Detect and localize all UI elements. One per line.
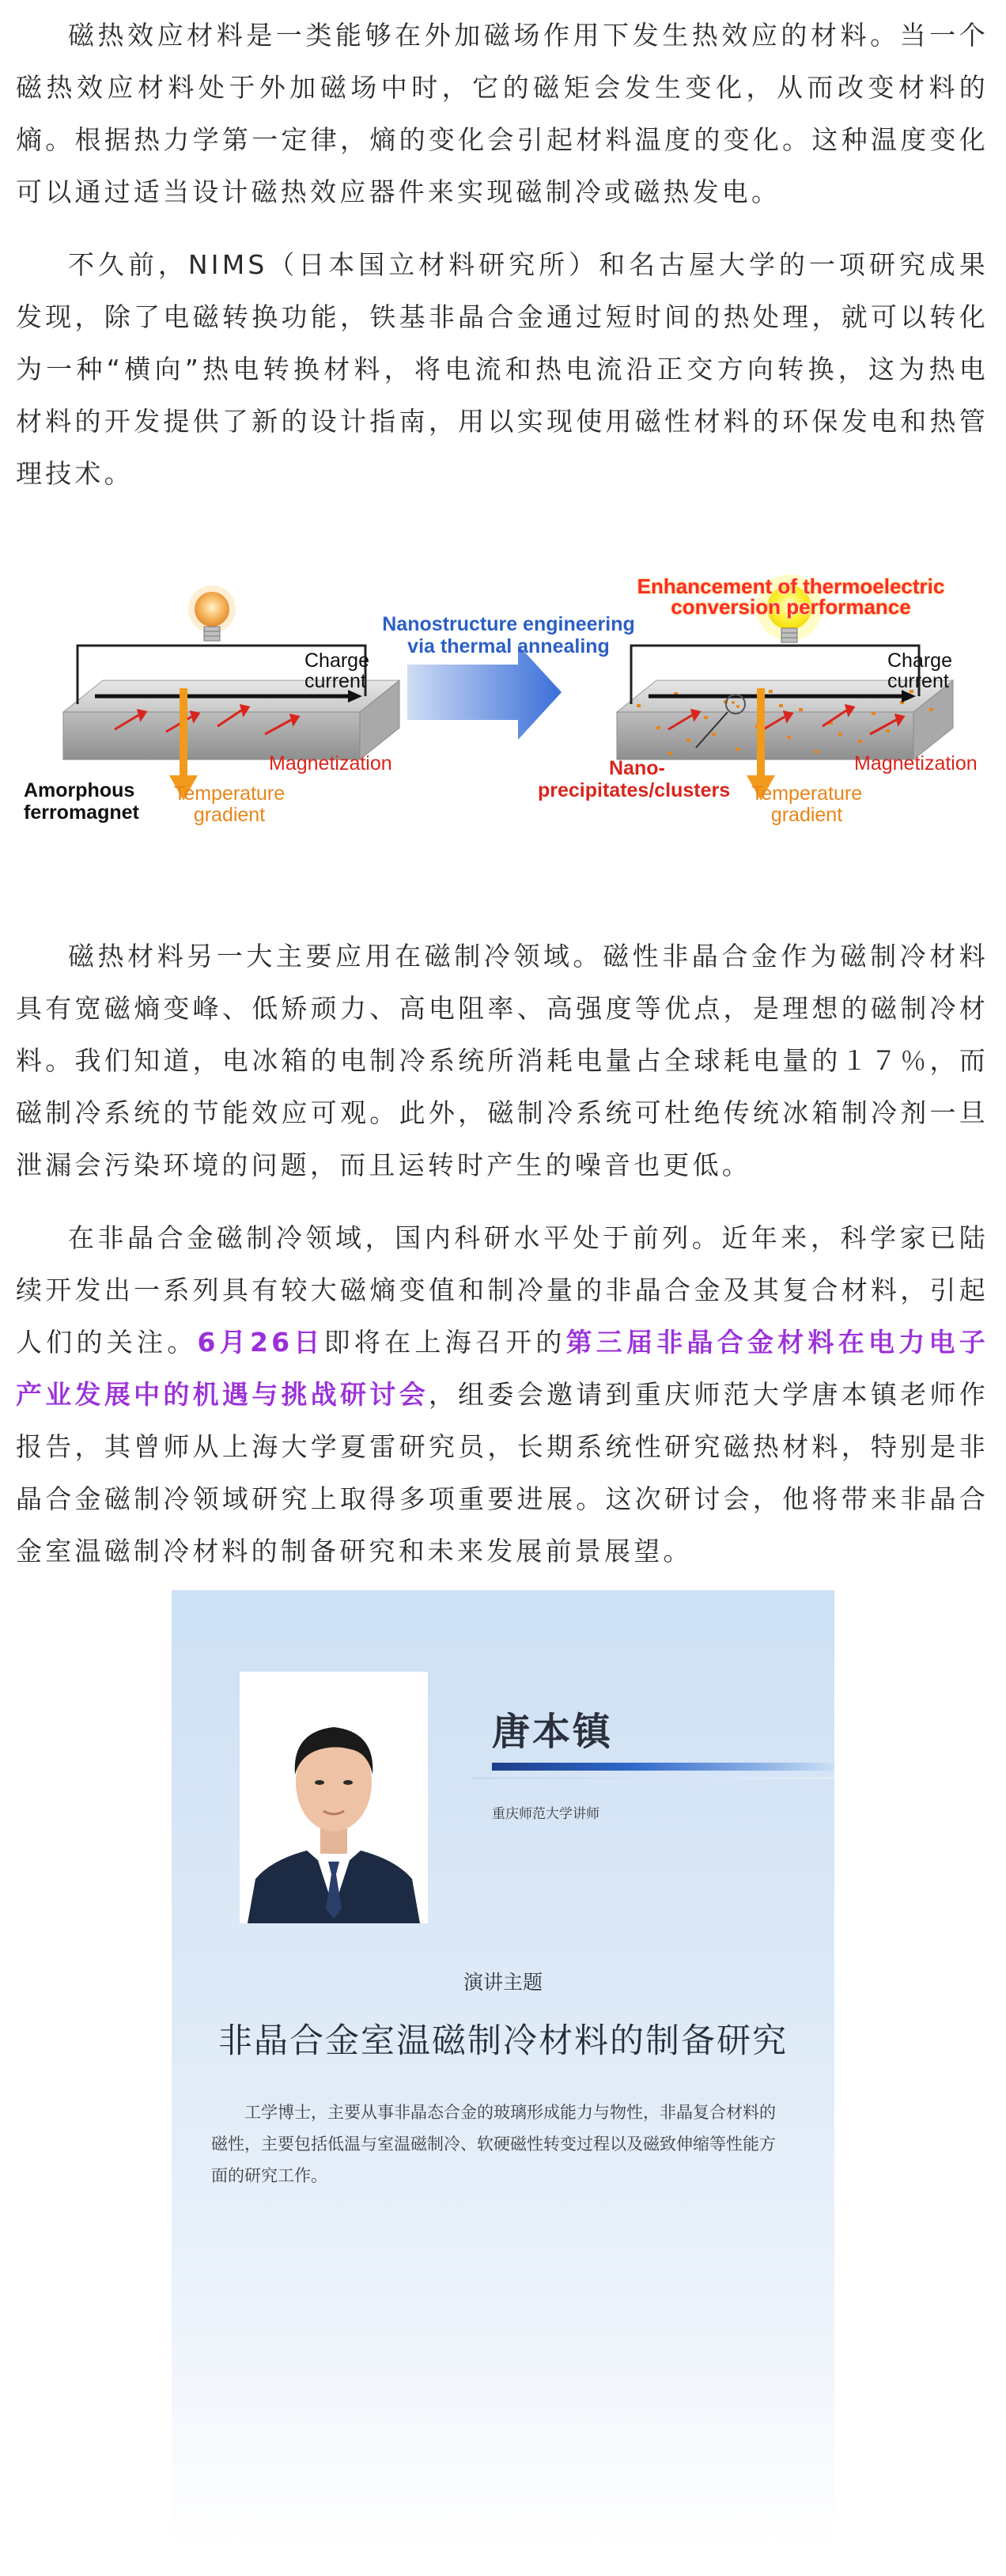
left-temperature-label-1: Temperature [173,782,286,805]
process-line1: Nanostructure engineering [382,613,635,635]
nano-label-1: Nano- [609,757,665,779]
speaker-affiliation: 重庆师范大学讲师 [492,1806,599,1822]
name-underline [492,1763,834,1771]
speaker-name: 唐本镇 [492,1710,614,1754]
dim-light-bulb-icon [188,585,236,641]
paragraph-seminar-announcement [16,1212,989,1578]
speaker-portrait [240,1672,428,1923]
name-underline-thin [472,1777,834,1779]
paragraph-nims-research: 不久前，NIMS（日本国立材料研究所）和名古屋大学的一项研究成果发现，除了电磁转换功能，铁基非晶合金通过短时间的热处理，就可以转化为一种“横向”热电转换材料，将电流和热电流沿正交方向转换，这为热电材料的开发提供了新的设计指南，用以实现使用磁性材料的环保发电和热管理技术。 [16,249,989,489]
left-magnetization-label: Magnetization [269,752,392,775]
p4-text-a: 在非晶合金磁制冷领域，国内科研水平处于前列。近年来，科学家已陆续开发出一系列具有较大磁熵变值和制冷量的非晶合金及其复合材料，引起人们的关注。 [16,1222,989,1358]
banner-line2: conversion performance [671,595,911,619]
amorphous-label-1: Amorphous [24,779,135,801]
right-temperature-label-2: gradient [770,804,843,826]
right-temperature-label-1: Temperature [751,782,863,805]
paragraph-magnetocaloric-intro: 磁热效应材料是一类能够在外加磁场作用下发生热效应的材料。当一个磁热效应材料处于外加磁场中时，它的磁矩会发生变化，从而改变材料的熵。根据热力学第一定律，熵的变化会引起材料温度的变化。这种温度变化可以通过适当设计磁热效应器件来实现磁制冷或磁热发电。 [16,20,989,207]
thermoelectric-figure [0,546,1006,918]
speaker-bio: 工学博士，主要从事非晶态合金的玻璃形成能力与物性，非晶复合材料的磁性，主要包括低温与室温磁制冷、软硬磁性转变过程以及磁致伸缩等性能方面的研究工作。 [211,2103,776,2185]
right-charge-label-2: current [887,670,949,692]
topic-label: 演讲主题 [463,1971,543,1994]
event-date: 6月26日 [197,1327,324,1358]
amorphous-label-2: ferromagnet [24,801,139,824]
banner-line1: Enhancement of thermoelectric [637,574,945,598]
left-charge-label-1: Charge [304,650,369,672]
process-line2: via thermal annealing [407,635,610,657]
right-magnetization-label: Magnetization [854,752,978,775]
paragraph-magnetic-refrigeration: 磁热材料另一大主要应用在磁制冷领域。磁性非晶合金作为磁制冷材料具有宽磁熵变峰、低矫顽力、高电阻率、高强度等优点，是理想的磁制冷材料。我们知道，电冰箱的电制冷系统所消耗电量占全球耗电量的１７％，而磁制冷系统的节能效应可观。此外，磁制冷系统可杜绝传统冰箱制冷剂一旦泄漏会污染环境的问题，而且运转时产生的噪音也更低。 [16,941,989,1180]
nano-label-2: precipitates/clusters [538,779,731,801]
process-arrow-icon [407,645,562,740]
left-charge-label-2: current [304,670,366,692]
talk-title: 非晶合金室温磁制冷材料的制备研究 [218,2021,788,2061]
p4-text-c: ，组委会邀请到重庆师范大学唐本镇老师作报告，其曾师从上海大学夏雷研究员，长期系统性研究磁热材料，特别是非晶合金磁制冷领域研究上取得多项重要进展。这次研讨会，他将带来非晶合金室温磁制冷材料的制备研究和未来发展前景展望。 [16,1379,989,1566]
speaker-card [172,1590,834,2548]
event-name: 第三届非晶合金材料在电力电子产业发展中的机遇与挑战研讨会 [16,1327,989,1410]
left-temperature-label-2: gradient [193,804,266,826]
right-charge-label-1: Charge [887,650,952,672]
p4-text-b: 即将在上海召开的 [323,1327,566,1358]
speaker-photo [240,1672,428,1923]
